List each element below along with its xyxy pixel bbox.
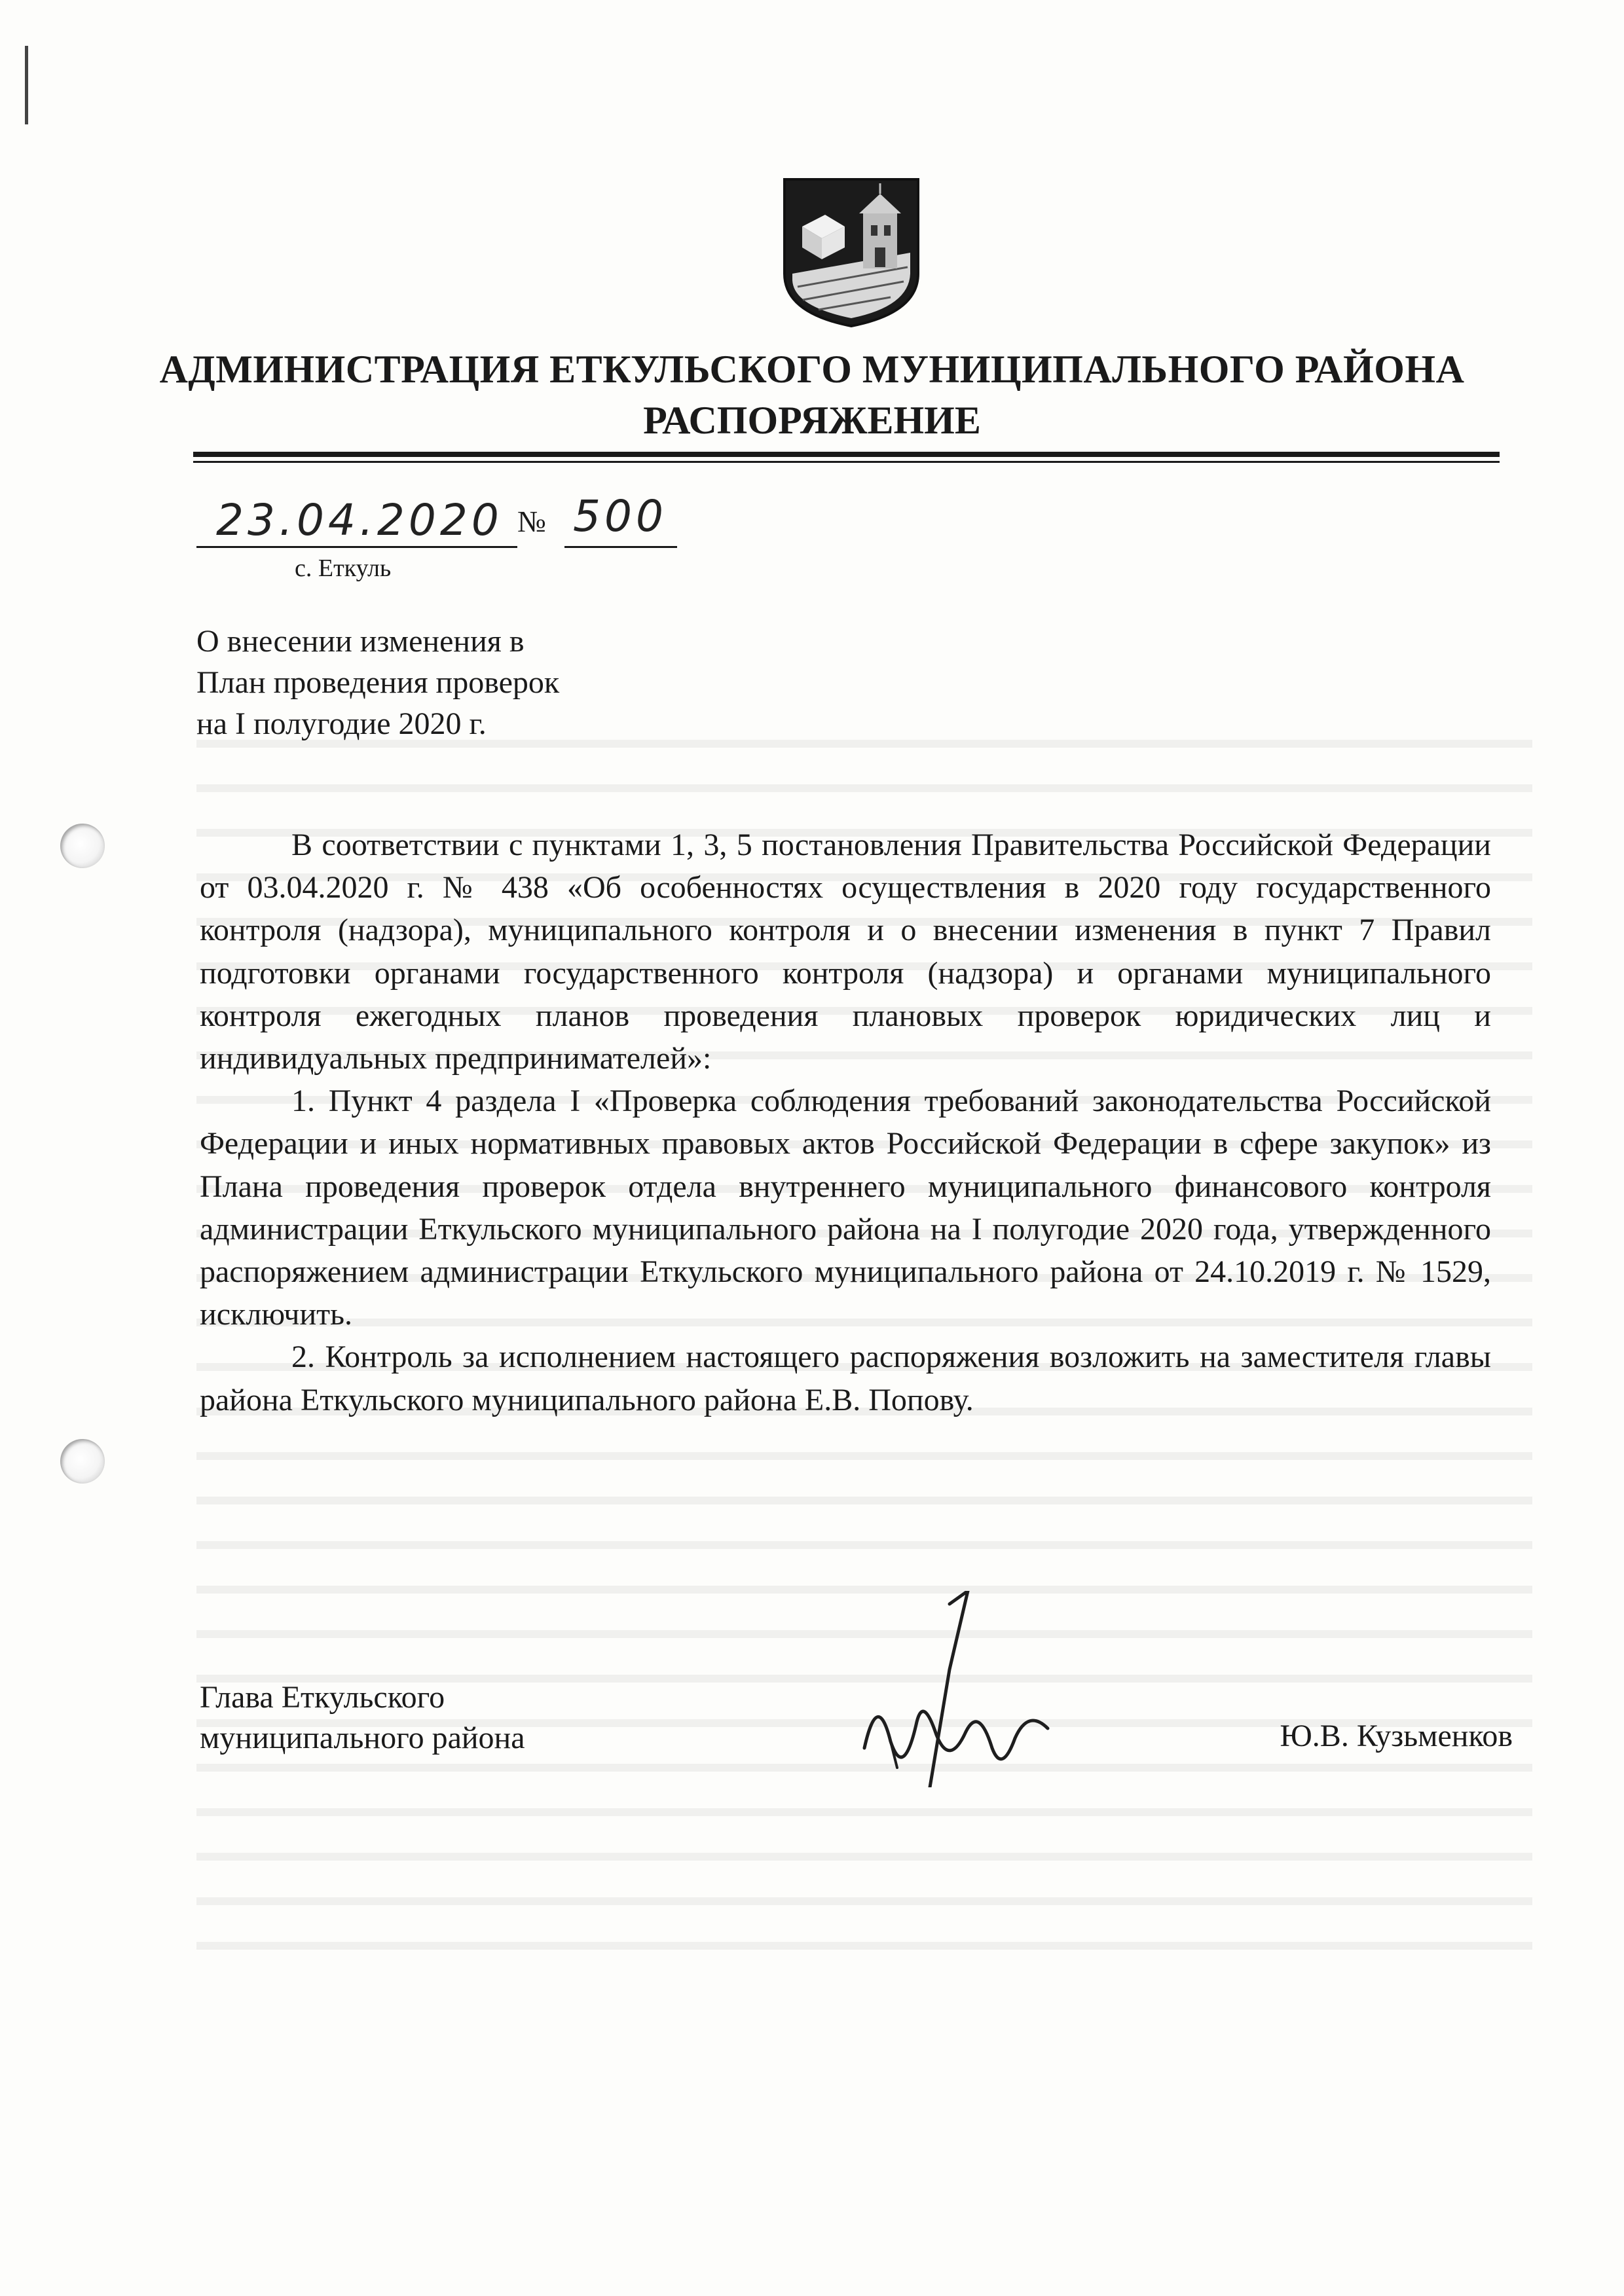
registration-number: 500: [573, 491, 667, 541]
number-underline: [564, 546, 677, 548]
header-rule: [193, 452, 1500, 457]
doc-type: РАСПОРЯЖЕНИЕ: [643, 399, 981, 442]
clause-2-paragraph: 2. Контроль за исполнением настоящего распоряжения возложить на заместителя главы района Еткульского муниципального района Е.В. Попову.: [200, 1339, 1491, 1417]
signer-position-line: муниципального района: [200, 1721, 525, 1755]
registration-date: 23.04.2020: [216, 495, 503, 545]
document-body: [200, 824, 1491, 1421]
signer-position: [200, 1677, 525, 1758]
subject-line: О внесении изменения в: [196, 624, 525, 659]
org-title: АДМИНИСТРАЦИЯ ЕТКУЛЬСКОГО МУНИЦИПАЛЬНОГО РАЙОНА: [159, 348, 1465, 391]
binder-hole: [60, 1439, 105, 1484]
binder-hole: [60, 824, 105, 868]
subject-block: [196, 621, 559, 744]
header-rule-thin: [193, 461, 1500, 463]
number-label: №: [517, 505, 546, 538]
signer-position-line: Глава Еткульского: [200, 1680, 445, 1715]
subject-line: План проведения проверок: [196, 665, 560, 700]
coat-of-arms-icon: [779, 175, 923, 330]
edge-mark: [25, 46, 28, 124]
clause-1-paragraph: 1. Пункт 4 раздела I «Проверка соблюдения требований законодательства Российской Федерации и иных нормативных правовых актов Российской Федерации в сфере закупок» из Плана проведения проверок отдела внутреннего муниципального финансового контроля администрации Еткульского муниципального района на I полугодие 2020 года, утвержденного распоряжением администрации Еткульского муниципального района от 24.10.2019 г. № 1529, исключить.: [200, 1084, 1491, 1332]
subject-line: на I полугодие 2020 г.: [196, 706, 487, 741]
date-underline: [196, 546, 517, 548]
preamble-paragraph: В соответствии с пунктами 1, 3, 5 постановления Правительства Российской Федерации от 03.04.2020 г. № 438 «Об особенностях осуществления в 2020 году государственного контроля (надзора), муниципального контроля и о внесении изменения в пункт 7 Правил подготовки органами государственного контроля (надзора) и органами муниципального контроля ежегодных планов проведения плановых проверок юридических лиц и индивидуальных предпринимателей»:: [200, 828, 1491, 1076]
place: с. Еткуль: [295, 555, 392, 582]
handwritten-signature: [851, 1591, 1061, 1787]
signer-name: Ю.В. Кузьменков: [1280, 1719, 1513, 1753]
